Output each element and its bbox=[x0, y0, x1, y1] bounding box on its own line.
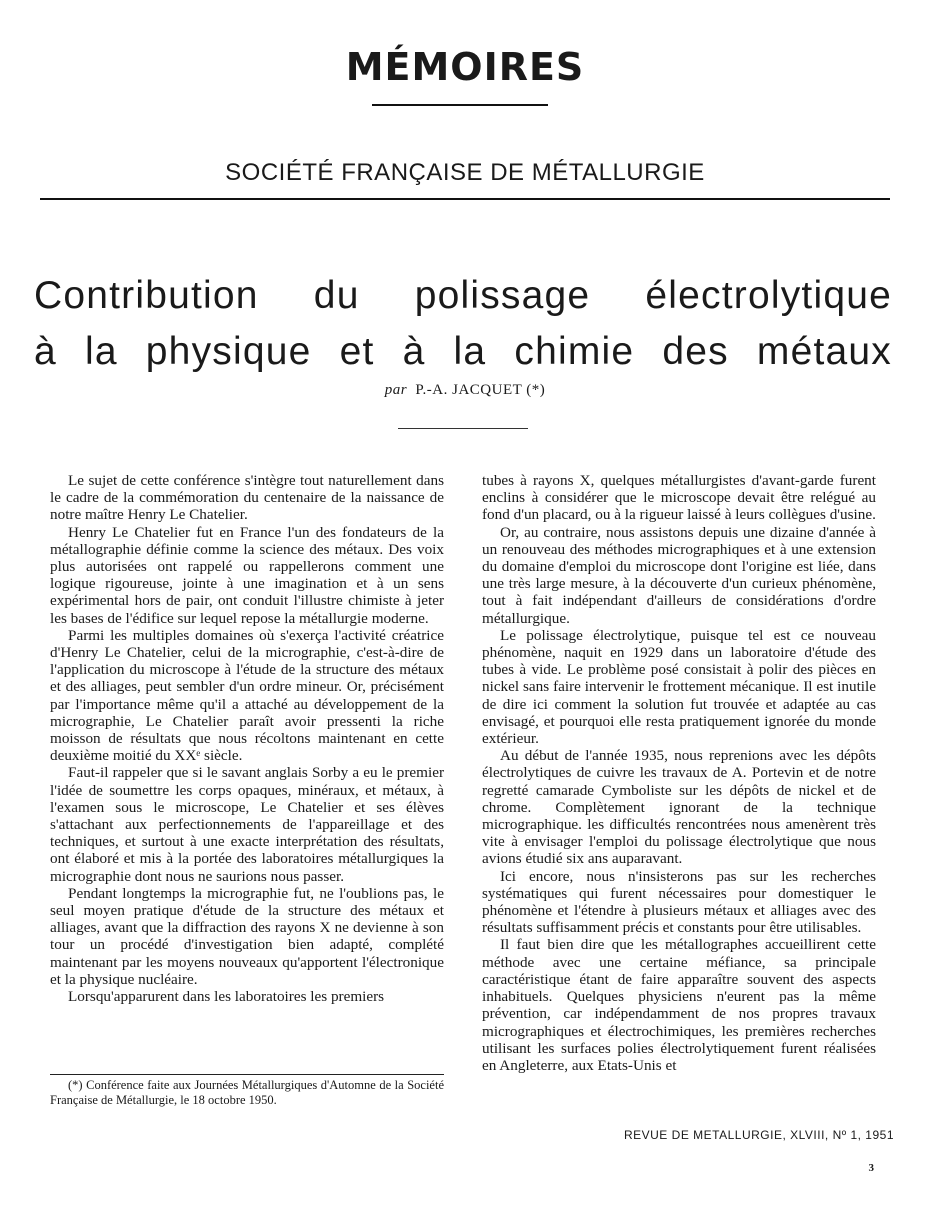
byline-rule bbox=[398, 428, 528, 429]
masthead: MÉMOIRES bbox=[345, 45, 585, 89]
paragraph: Pendant longtemps la micrographie fut, ne l'oublions pas, le seul moyen pratique d'étude de la structure des métaux et alliages, avant que la diffraction des rayons X ne devienne à son tour un procédé d'investigation bien adapté, complété maintenant par les moyens nouveaux qu'apportent l'électronique et la physique nucléaire. bbox=[50, 884, 444, 988]
page-number: 3 bbox=[868, 1162, 874, 1174]
left-column bbox=[50, 472, 444, 1005]
paragraph: Le polissage électrolytique, puisque tel est ce nouveau phénomène, naquit en 1929 dans un laboratoire d'étude des tubes à vide. Le problème posé consistait à polir des pièces en nickel sans faire intervenir le frottement mécanique. Il est inutile de dire ici comment la solution fut trouvée et adaptée au cas envisagé, et pourquoi elle resta pratiquement ignorée du monde extérieur. bbox=[482, 626, 876, 748]
right-column bbox=[482, 472, 876, 1074]
byline-prefix: par bbox=[384, 382, 408, 398]
paragraph: Henry Le Chatelier fut en France l'un des fondateurs de la métallographie définie comme la science des métaux. Des voix plus autorisées ont rappelé ou rappellerons comment une logique rigoureuse, jointe à une imagination et à un sens expérimental hors de pair, ont conduit l'illustre chimiste à jeter les bases de l'édifice sur lequel repose la métallurgie moderne. bbox=[50, 523, 444, 627]
paragraph: Faut-il rappeler que si le savant anglais Sorby a eu le premier l'idée de soumettre les corps opaques, minéraux, et métaux, à l'examen sous le microscope, Le Chatelier et ses élèves s'attachant aux perfectionnements de l'appareillage et des techniques, et surtout à une exacte interprétation des résultats, ont élaboré et mis à la portée des laboratoires métallurgiques la micrographie dont nous ne saurions nous passer. bbox=[50, 764, 444, 885]
paragraph: Ici encore, nous n'insisterons pas sur les recherches systématiques qui furent nécessaires pour domestiquer le phénomène et l'étendre à plusieurs métaux et alliages avec des résultats suffisamment précis et constants pour être utilisables. bbox=[482, 867, 876, 937]
paragraph-continuation: tubes à rayons X, quelques métallurgistes d'avant-garde furent enclins à considérer que le microscope devait être relégué au fond d'un placard, ou à la rigueur laissé à leurs collègues d'usine. bbox=[482, 472, 876, 524]
byline bbox=[0, 382, 930, 399]
article-title bbox=[34, 268, 892, 380]
title-line-2: à la physique et à la chimie des métaux bbox=[34, 330, 892, 373]
society-name: SOCIÉTÉ FRANÇAISE DE MÉTALLURGIE bbox=[225, 159, 705, 186]
title-line-1: Contribution du polissage électrolytique bbox=[34, 274, 892, 317]
paragraph: Le sujet de cette conférence s'intègre tout naturellement dans le cadre de la commémoration du centenaire de la naissance de notre maître Henry Le Chatelier. bbox=[50, 472, 444, 524]
paragraph: Au début de l'année 1935, nous reprenions avec les dépôts électrolytiques de cuivre les travaux de A. Portevin et de notre regretté camarade Cymboliste sur les dépôts de nickel et de chrome. Complètement ignorant de la technique micrographique. les difficultés rencontrées nous amenèrent très vite à envisager l'emploi du polissage électrolytique que nous avions étudié six ans auparavant. bbox=[482, 747, 876, 868]
paragraph: Il faut bien dire que les métallographes accueillirent cette méthode avec une certaine méfiance, sa principale caractéristique étant de faire apparaître souvent des aspects inhabituels. Quelques physiciens n'eurent pas la même prévention, car indépendamment de nos propres travaux micrographiques et électrochimiques, les premières recherches utilisant les surfaces polies électrolytiquement furent réalisées en Angleterre, aux Etats-Unis et bbox=[482, 936, 876, 1074]
footnote: (*) Conférence faite aux Journées Métallurgiques d'Automne de la Société Française de Métallurgie, le 18 octobre 1950. bbox=[50, 1074, 444, 1108]
header-rule bbox=[40, 198, 890, 200]
journal-reference: REVUE DE METALLURGIE, XLVIII, Nº 1, 1951 bbox=[623, 1128, 894, 1142]
author-name: P.-A. JACQUET (*) bbox=[415, 382, 546, 398]
masthead-rule bbox=[372, 104, 548, 106]
paragraph: Or, au contraire, nous assistons depuis une dizaine d'année à un renouveau des méthodes micrographiques et à une extension du domaine d'emploi du microscope dont l'origine est liée, dans une très large mesure, à la découverte d'un curieux phénomène, tout à fait indépendant d'ailleurs de considérations d'ordre métallurgique. bbox=[482, 523, 876, 627]
paragraph: Parmi les multiples domaines où s'exerça l'activité créatrice d'Henry Le Chatelier, celui de la micrographie, c'est-à-dire de l'application du microscope à l'étude de la structure des métaux et des alliages, peut sembler d'un ordre mineur. Or, précisément par l'importance même qu'il a attaché au développement de la micrographie, Le Chatelier paraît avoir pressenti la riche moisson de résultats que nous récoltons maintenant en cette deuxième moitié du XXᵉ siècle. bbox=[50, 626, 444, 765]
paragraph: Lorsqu'apparurent dans les laboratoires les premiers bbox=[68, 988, 385, 1006]
